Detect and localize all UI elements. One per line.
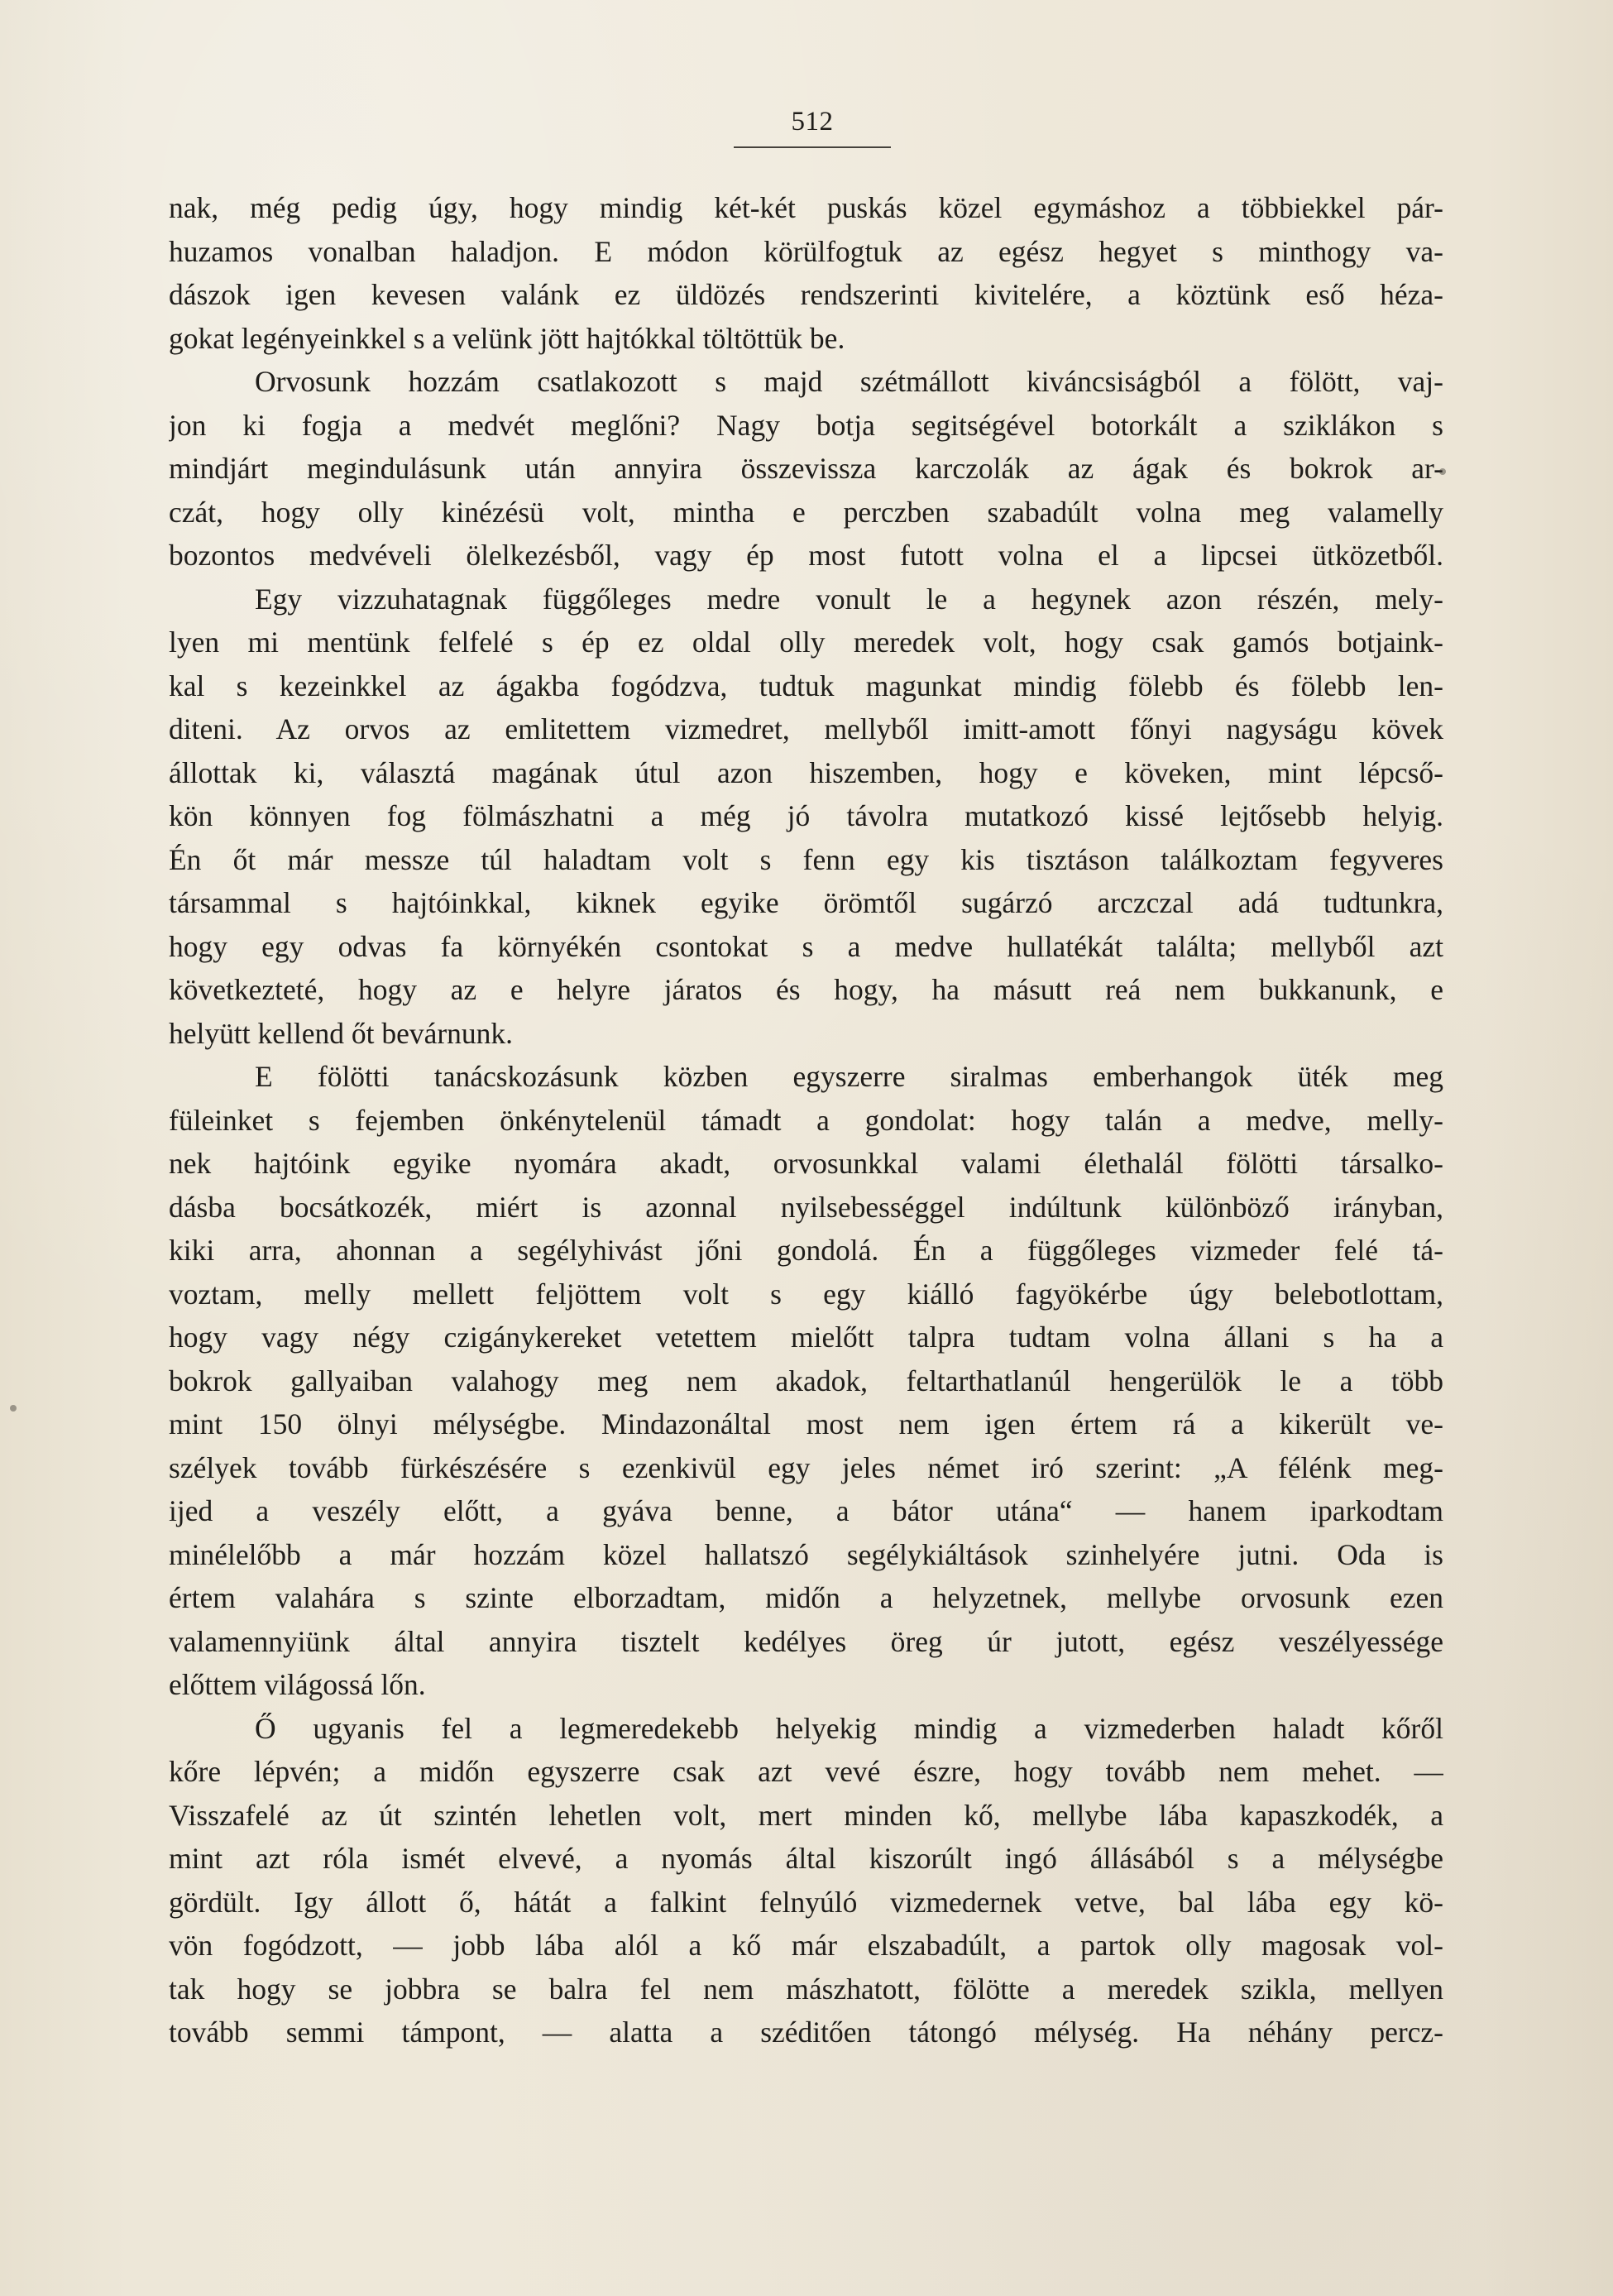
- text-line: Visszafelé az út szintén lehetlen volt, mert minden kő, mellybe lába kapaszkodék, a: [169, 1798, 1443, 1832]
- text-line: előttem világossá lőn.: [169, 1668, 426, 1701]
- text-line: dásba bocsátkozék, miért is azonnal nyilsebességgel indúltunk különböző irányban,: [169, 1190, 1443, 1224]
- text-line: czát, hogy olly kinézésü volt, mintha e perczben szabadúlt volna meg valamelly: [169, 495, 1443, 529]
- text-line: minélelőbb a már hozzám közel hallatszó segélykiáltások szinhelyére jutni. Oda is: [169, 1537, 1443, 1571]
- text-line: huzamos vonalban haladjon. E módon körülfogtuk az egész hegyet s minthogy va-: [169, 234, 1443, 268]
- page-number: 512: [791, 107, 834, 137]
- text-line: dászok igen kevesen valánk ez üldözés rendszerinti kivitelére, a köztünk eső héza-: [169, 278, 1443, 311]
- text-line: Orvosunk hozzám csatlakozott s majd szétmállott kiváncsiságból a fölött, vaj-: [255, 365, 1443, 398]
- text-line: szélyek tovább fürkészésére s ezenkivül egy jeles német iró szerint: „A félénk meg-: [169, 1450, 1443, 1484]
- text-line: Egy vizzuhatagnak függőleges medre vonult le a hegynek azon részén, mely-: [255, 582, 1443, 616]
- text-line: gokat legényeinkkel s a velünk jött hajtókkal töltöttük be.: [169, 321, 845, 355]
- text-line: kön könnyen fog fölmászhatni a még jó távolra mutatkozó kissé lejtősebb helyig.: [169, 799, 1443, 832]
- text-line: kiki arra, ahonnan a segélyhivást jőni gondolá. Én a függőleges vizmeder felé tá-: [169, 1234, 1443, 1267]
- text-line: következteté, hogy az e helyre járatos és hogy, ha másutt reá nem bukkanunk, e: [169, 973, 1443, 1006]
- text-line: mindjárt megindulásunk után annyira összevissza karczolák az ágak és bokrok ar-: [169, 452, 1443, 485]
- text-line: hogy egy odvas fa környékén csontokat s a medve hullatékát találta; mellyből azt: [169, 929, 1443, 963]
- text-line: füleinket s fejemben önkénytelenül támadt a gondolat: hogy talán a medve, melly-: [169, 1103, 1443, 1137]
- text-line: valamennyiünk által annyira tisztelt kedélyes öreg úr jutott, egész veszélyessége: [169, 1624, 1443, 1658]
- page-number-container: [731, 105, 893, 138]
- text-line: mint 150 ölnyi mélységbe. Mindazonáltal most nem igen értem rá a kikerült ve-: [169, 1407, 1443, 1440]
- text-line: Ő ugyanis fel a legmeredekebb helyekig mindig a vizmederben haladt kőről: [255, 1711, 1443, 1745]
- text-line: nek hajtóink egyike nyomára akadt, orvosunkkal valami élethalál fölötti társalko-: [169, 1147, 1443, 1180]
- text-line: tak hogy se jobbra se balra fel nem mászhatott, fölötte a meredek szikla, mellyen: [169, 1972, 1443, 2006]
- text-line: ijed a veszély előtt, a gyáva benne, a bátor utána“ — hanem iparkodtam: [169, 1494, 1443, 1527]
- text-line: jon ki fogja a medvét meglőni? Nagy botja segitségével botorkált a sziklákon s: [169, 408, 1443, 442]
- text-line: voztam, melly mellett feljöttem volt s egy kiálló fagyökérbe úgy belebotlottam,: [169, 1277, 1443, 1311]
- text-line: állottak ki, választá magának útul azon hiszemben, hogy e köveken, mint lépcső-: [169, 755, 1443, 789]
- text-line: kal s kezeinkkel az ágakba fogódzva, tudtuk magunkat mindig fölebb és fölebb len-: [169, 669, 1443, 702]
- text-line: helyütt kellend őt bevárnunk.: [169, 1016, 514, 1050]
- text-line: nak, még pedig úgy, hogy mindig két-két puskás közel egymáshoz a többiekkel pár-: [169, 191, 1443, 224]
- text-line: mint azt róla ismét elvevé, a nyomás által kiszorúlt ingó állásából s a mélységbe: [169, 1842, 1443, 1875]
- text-line: társammal s hajtóinkkal, kiknek egyike örömtől sugárzó arczczal adá tudtunkra,: [169, 886, 1443, 919]
- text-line: hogy vagy négy czigánykereket vetettem mielőtt talpra tudtam volna állani s ha a: [169, 1321, 1443, 1354]
- text-line: értem valahára s szinte elborzadtam, midőn a helyzetnek, mellybe orvosunk ezen: [169, 1581, 1443, 1614]
- text-line: vön fogódzott, — jobb lába alól a kő már elszabadúlt, a partok olly magosak vol-: [169, 1929, 1443, 1962]
- text-line: diteni. Az orvos az emlitettem vizmedret, mellyből imitt-amott főnyi nagyságu kövek: [169, 712, 1443, 745]
- body-text: [169, 186, 1443, 2054]
- page-number-rule: [734, 146, 891, 148]
- text-line: bokrok gallyaiban valahogy meg nem akadok, feltarthatlanúl hengerülök le a több: [169, 1364, 1443, 1397]
- text-line: E fölötti tanácskozásunk közben egyszerre siralmas emberhangok üték meg: [255, 1060, 1443, 1093]
- text-line: bozontos medvéveli ölelkezésből, vagy ép most futott volna el a lipcsei ütközetből.: [169, 539, 1443, 572]
- text-line: gördült. Igy állott ő, hátát a falkint felnyúló vizmedernek vetve, bal lába egy kö-: [169, 1885, 1443, 1919]
- text-line: lyen mi mentünk felfelé s ép ez oldal olly meredek volt, hogy csak gamós botjaink-: [169, 626, 1443, 659]
- scan-speck: [1439, 468, 1446, 475]
- text-line: kőre lépvén; a midőn egyszerre csak azt vevé észre, hogy tovább nem mehet. —: [169, 1755, 1443, 1788]
- text-line: tovább semmi támpont, — alatta a széditően tátongó mélység. Ha néhány percz-: [169, 2016, 1443, 2049]
- text-line: Én őt már messze túl haladtam volt s fenn egy kis tisztáson találkoztam fegyveres: [169, 842, 1443, 876]
- scan-speck: [10, 1405, 17, 1412]
